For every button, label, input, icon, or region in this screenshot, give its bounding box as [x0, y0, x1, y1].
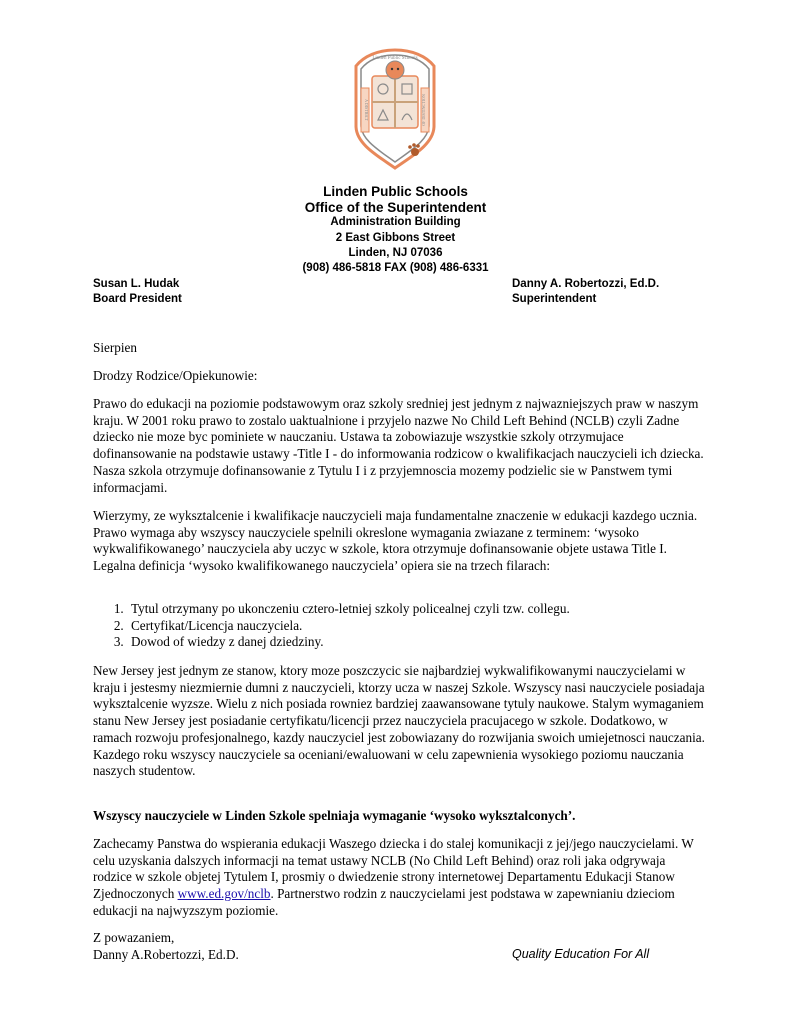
- district-seal-logo: [348, 48, 442, 170]
- qualification-list: [93, 601, 705, 651]
- paragraph-4-text-end: . Partnerstwo rodzin z nauczycielami jest podstawa w zapewnianiu dzieciom edukacji na najwyzszym poziomie.: [93, 886, 675, 918]
- street-address: 2 East Gibbons Street: [335, 232, 456, 244]
- building-name: Administration Building: [330, 216, 461, 228]
- paragraph-2: Wierzymy, ze wyksztalcenie i kwalifikacje nauczycieli maja fundamentalne znaczenie w edukacji kazdego ucznia. Prawo wymaga aby wszyscy nauczyciele spelnili okreslone wymagania zwiazane z terminem: ‘wysoko wykwalifikowanego’ nauczyciela aby uczyc w szkole, ktora otrzymuje dofinansowanie objete ustawa Title I. Legalna definicja ‘wysoko kwalifikowanego nauczyciela’ opiera sie na trzech filarach:: [93, 508, 698, 574]
- paragraph-4: [93, 836, 705, 920]
- paragraph-1: Prawo do edukacji na poziomie podstawowym oraz szkoly sredniej jest jednym z najwazniejszych praw w naszym kraju. W 2001 roku prawo to zostalo uaktualnione i przyjelo nazwe No Child Left Behind (NCLB) czyli Zadne dziecko nie moze byc pominiete w nauczaniu. Ustawa ta zobowiazuje wszystkie szkoly otrzymujace dofinansowanie na podstawie ustawy -Title I - do informowania rodzicow o kwalifikacjach nauczycieli ich dziecka. Nasza szkola otrzymuje dofinansowanie z Tytulu I i z przyjemnoscia mozemy podzielic sie w Panstwem tymi informacjami.: [93, 396, 704, 495]
- nclb-link[interactable]: www.ed.gov/nclb: [177, 886, 271, 902]
- paragraph-3: New Jersey jest jednym ze stanow, ktory moze poszczycic sie najbardziej wykwalifikowanymi nauczycielami w kraju i jestesmy niezmiernie dumni z nauczycieli, ktorzy ucza w naszej Szkole. Wszyscy nasi nauczyciele posiadaja wyksztalcenie wyzsze. Wielu z nich posiada rowniez bardziej zaawansowane tytuly naukowe. Stalym wymaganiem stanu New Jersey jest posiadanie certyfikatu/licencji przez nauczyciela pracujacego w szkole. Dodatkowo, w ramach rozwoju profesjonalnego, kazdy nauczyciel jest zobowiazany do rozwijania swoich umiejetnosci nauczania. Kazdego roku wszyscy nauczyciele sa oceniani/ewaluowani w celu zapewnienia wysokiego poziomu nauczania naszych studentow.: [93, 663, 705, 779]
- city-address: Linden, NJ 07036: [348, 247, 443, 259]
- superintendent-name: Danny A. Robertozzi, Ed.D.: [512, 278, 660, 290]
- phone-fax: (908) 486-5818 FAX (908) 486-6331: [302, 262, 489, 274]
- board-president-name: Susan L. Hudak: [93, 278, 180, 290]
- bold-statement: Wszyscy nauczyciele w Linden Szkole spelniaja wymaganie ‘wysoko wyksztalconych’.: [93, 808, 576, 823]
- paragraph-4-text: Zachecamy Panstwa do wspierania edukacji Waszego dziecka i do stalej komunikacji z jej/jego nauczycielami. W celu uzyskania dalszych informacji na temat ustawy NCLB (No Child Left Behind) oraz roli jaka odgrywaja rodzice w szkole objetej Tytulem I, prosmiy o dwiedzenie strony internetowej Departamentu Edukacji Stanow Zjednoczonych: [93, 836, 694, 902]
- board-president-title: Board President: [93, 293, 182, 305]
- office-name: Office of the Superintendent: [304, 200, 487, 215]
- svg-text:OF DISTINCTION: OF DISTINCTION: [421, 94, 426, 126]
- superintendent-title: Superintendent: [512, 293, 597, 305]
- svg-text:Linden Public Schools: Linden Public Schools: [372, 56, 418, 61]
- svg-text:A DISTRICT: A DISTRICT: [364, 99, 369, 121]
- board-president-block: [93, 277, 182, 307]
- list-item: 2. Certyfikat/Licencja nauczyciela.: [127, 618, 705, 635]
- tagline: Quality Education For All: [512, 947, 650, 961]
- signature-name: Danny A.Robertozzi, Ed.D.: [93, 947, 239, 962]
- letter-greeting: Drodzy Rodzice/Opiekunowie:: [93, 368, 258, 383]
- list-item: 1. Tytul otrzymany po ukonczeniu cztero-letniej szkoly policealnej czyli tzw. collegu.: [127, 601, 705, 618]
- letter-month: Sierpien: [93, 340, 137, 355]
- closing: Z powazaniem,: [93, 930, 175, 945]
- superintendent-block: [512, 277, 659, 307]
- org-name: Linden Public Schools: [323, 184, 468, 199]
- list-item: 3. Dowod of wiedzy z danej dziedziny.: [127, 634, 705, 651]
